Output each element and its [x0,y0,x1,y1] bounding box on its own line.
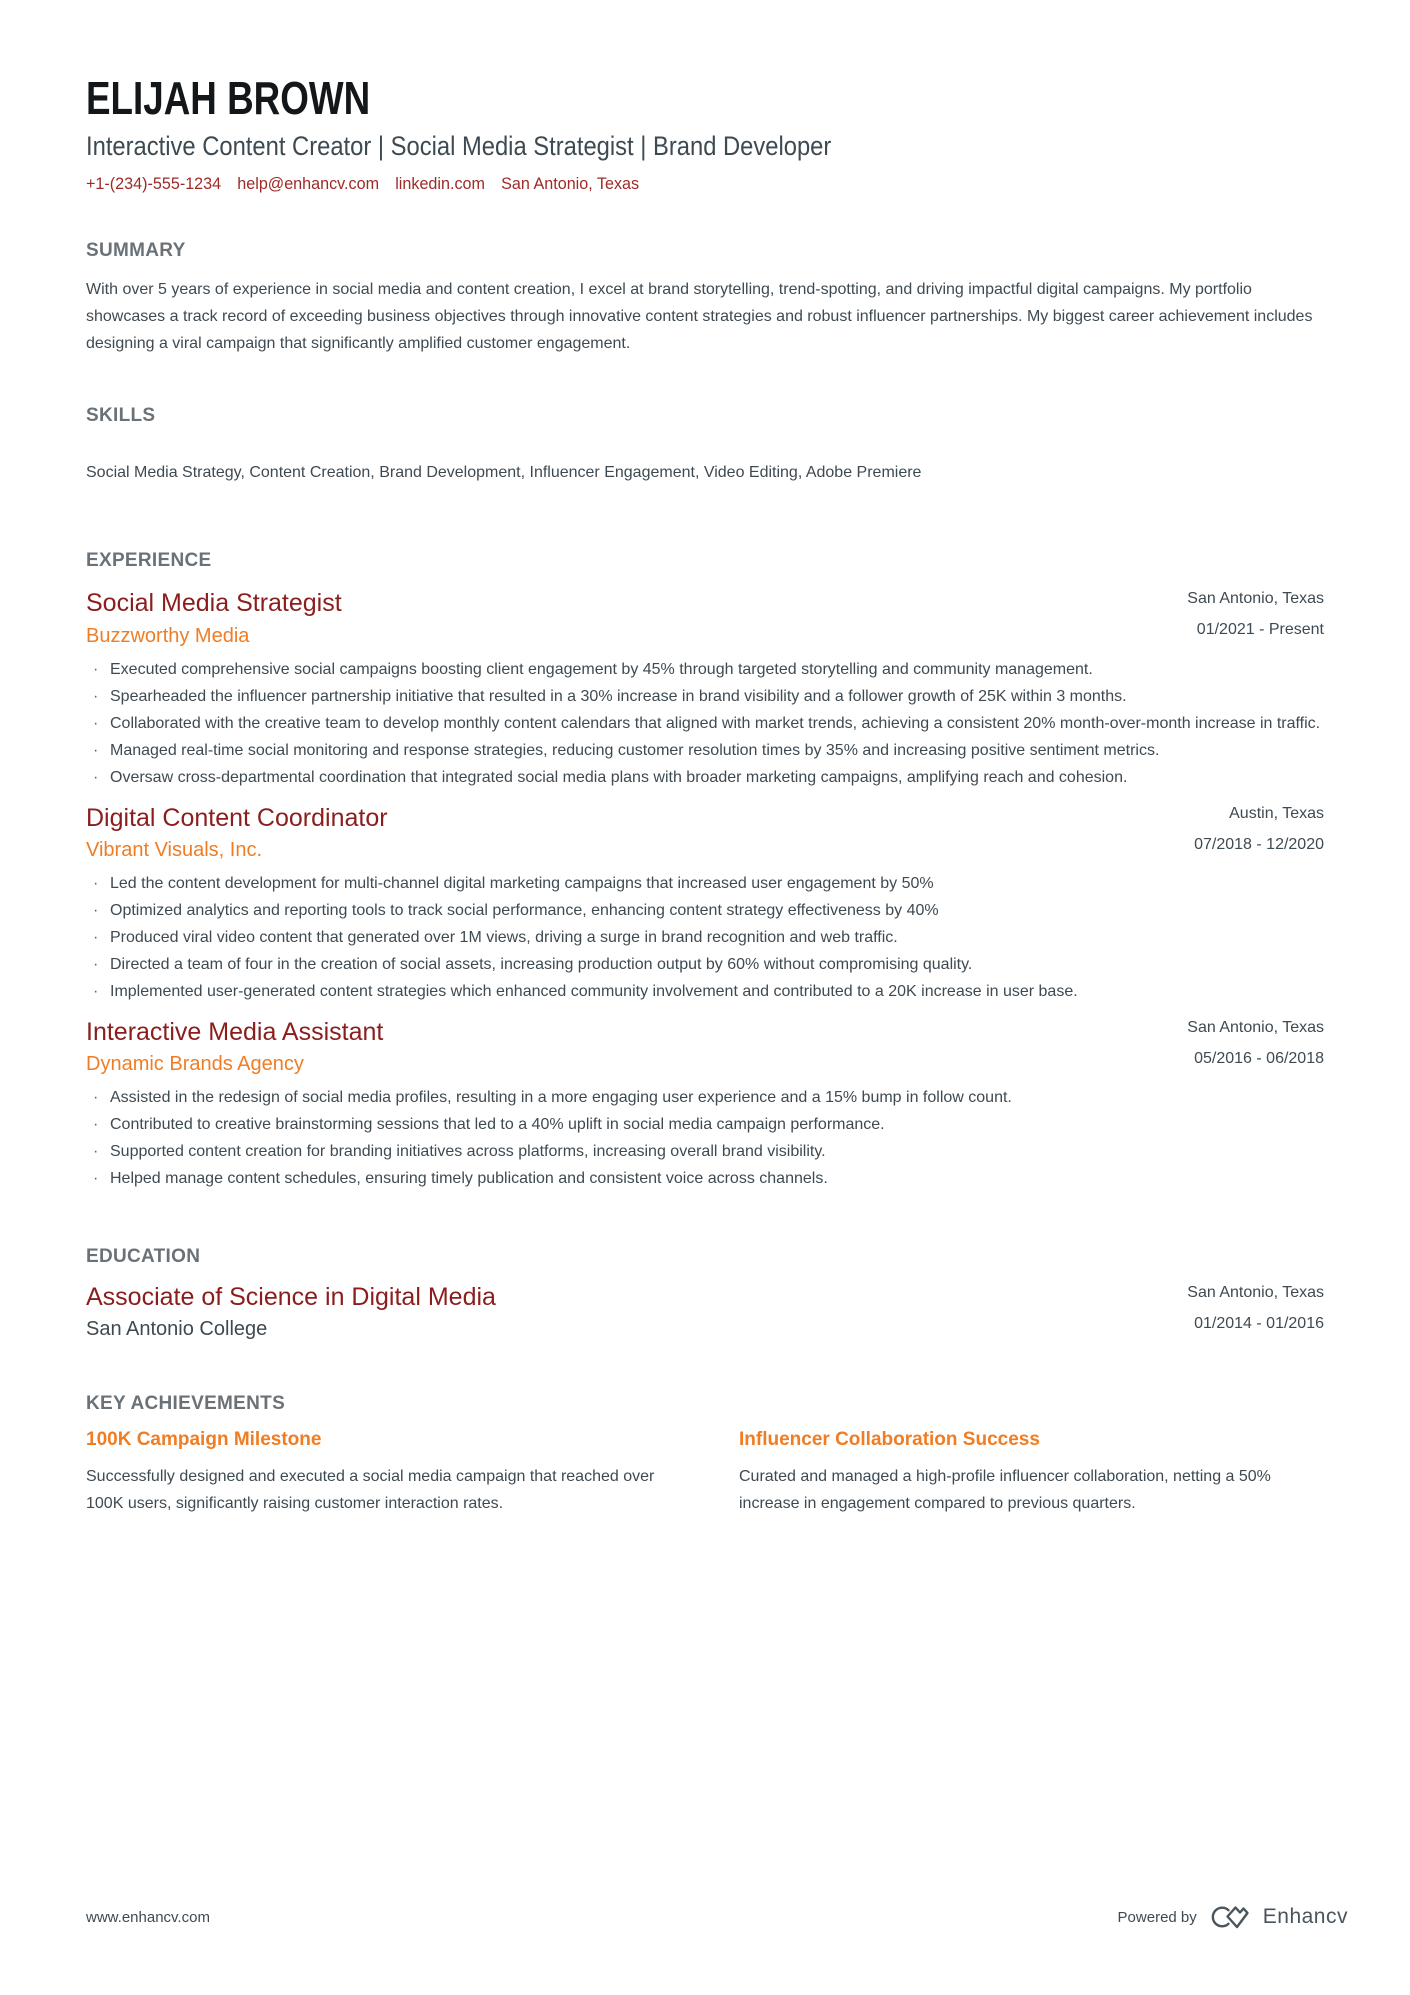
bullet-dot-icon: · [93,955,99,973]
experience-entry [86,588,1324,790]
job-bullet-list [86,1084,1324,1192]
location-text: San Antonio, Texas [501,174,640,194]
experience-entry [86,803,1324,1005]
bullet-dot-icon: · [93,928,99,946]
job-bullet: · Optimized analytics and reporting tools to track social performance, enhancing content strategy effectiveness by 40% [86,897,1324,924]
job-bullet: · Executed comprehensive social campaigns boosting client engagement by 45% through targeted storytelling and community management. [86,656,1324,683]
linkedin-link[interactable]: linkedin.com [395,174,485,194]
job-title: Digital Content Coordinator [86,803,388,832]
job-bullet: · Led the content development for multi-channel digital marketing campaigns that increased user engagement by 50% [86,870,1324,897]
job-bullet: · Produced viral video content that generated over 1M views, driving a surge in brand recognition and web traffic. [86,924,1324,951]
job-bullet-list [86,656,1324,791]
achievements-grid [86,1429,1324,1517]
bullet-dot-icon: · [93,901,99,919]
job-bullet: · Collaborated with the creative team to develop monthly content calendars that aligned with market trends, achieving a consistent 20% month-over-month increase in traffic. [86,710,1324,737]
job-company: Vibrant Visuals, Inc. [86,838,263,861]
achievement-title: Influencer Collaboration Success [739,1429,1040,1451]
skills-text: Social Media Strategy, Content Creation, Brand Development, Influencer Engagement, Video Editing, Adobe Premiere [86,464,922,482]
achievement-item [739,1429,1324,1517]
person-name: ELIJAH BROWN [86,72,371,124]
resume-header [86,74,1324,194]
bullet-dot-icon: · [93,714,99,732]
job-location: San Antonio, Texas [1187,590,1324,608]
bullet-dot-icon: · [93,768,99,786]
bullet-dot-icon: · [93,1116,99,1134]
job-dates: 05/2016 - 06/2018 [1194,1049,1324,1067]
education-entry [86,1282,1324,1341]
job-dates: 01/2021 - Present [1196,621,1324,639]
education-location: San Antonio, Texas [1187,1284,1324,1302]
job-company: Buzzworthy Media [86,624,250,647]
page-footer [86,1903,1348,1931]
achievement-text: Curated and managed a high-profile influencer collaboration, netting a 50% increase in engagement compared to previous quarters. [739,1468,1271,1513]
job-bullet: · Implemented user-generated content strategies which enhanced community involvement and contributed to a 20K increase in user base. [86,978,1324,1005]
bullet-dot-icon: · [93,1170,99,1188]
job-bullet: · Supported content creation for branding initiatives across platforms, increasing overall brand visibility. [86,1138,1324,1165]
job-bullet: · Managed real-time social monitoring and response strategies, reducing customer resolution times by 35% and increasing positive sentiment metrics. [86,737,1324,764]
achievement-title: 100K Campaign Milestone [86,1429,322,1451]
education-dates: 01/2014 - 01/2016 [1194,1315,1324,1333]
job-title: Social Media Strategist [86,589,342,618]
bullet-dot-icon: · [93,687,99,705]
school-name: San Antonio College [86,1318,268,1341]
bullet-dot-icon: · [93,1143,99,1161]
job-bullet: · Spearheaded the influencer partnership initiative that resulted in a 30% increase in brand visibility and a follower growth of 25K within 3 months. [86,683,1324,710]
job-title: Interactive Media Assistant [86,1017,384,1046]
achievement-item [86,1429,671,1517]
job-company: Dynamic Brands Agency [86,1053,304,1076]
bullet-dot-icon: · [93,660,99,678]
experience-heading: EXPERIENCE [86,550,212,572]
enhancv-logo-icon [1209,1903,1251,1931]
enhancv-brand-name: Enhancv [1262,1905,1348,1928]
job-location: Austin, Texas [1229,804,1324,822]
phone-link[interactable]: +1-(234)-555-1234 [86,174,222,194]
job-bullet: · Helped manage content schedules, ensuring timely publication and consistent voice across channels. [86,1165,1324,1192]
achievements-heading: KEY ACHIEVEMENTS [86,1393,286,1415]
bullet-dot-icon: · [93,741,99,759]
job-dates: 07/2018 - 12/2020 [1194,835,1324,853]
achievement-text: Successfully designed and executed a social media campaign that reached over 100K users, significantly raising customer interaction rates. [86,1468,655,1513]
degree-title: Associate of Science in Digital Media [86,1283,496,1312]
job-bullet-list [86,870,1324,1005]
email-link[interactable]: help@enhancv.com [237,174,380,194]
bullet-dot-icon: · [93,982,99,1000]
job-bullet: · Oversaw cross-departmental coordination that integrated social media plans with broader marketing campaigns, amplifying reach and cohesion. [86,764,1324,791]
education-heading: EDUCATION [86,1246,201,1268]
summary-heading: SUMMARY [86,240,186,262]
powered-by-group [1118,1903,1348,1931]
bullet-dot-icon: · [93,1089,99,1107]
job-location: San Antonio, Texas [1187,1018,1324,1036]
bullet-dot-icon: · [93,874,99,892]
person-headline: Interactive Content Creator | Social Media Strategist | Brand Developer [86,131,832,162]
summary-text: With over 5 years of experience in social media and content creation, I excel at brand storytelling, trend-spotting, and driving impactful digital campaigns. My portfolio showcases a track record of exceeding business objectives through innovative content strategies and robust influencer partnerships. My biggest career achievement includes designing a viral campaign that significantly amplified customer engagement. [86,281,1313,353]
contact-row [86,174,1262,194]
job-bullet: · Directed a team of four in the creation of social assets, increasing production output by 60% without compromising quality. [86,951,1324,978]
skills-heading: SKILLS [86,405,156,427]
enhancv-website-link[interactable]: www.enhancv.com [86,1908,210,1926]
job-bullet: · Contributed to creative brainstorming sessions that led to a 40% uplift in social media campaign performance. [86,1111,1324,1138]
experience-entry [86,1017,1324,1192]
job-bullet: · Assisted in the redesign of social media profiles, resulting in a more engaging user experience and a 15% bump in follow count. [86,1084,1324,1111]
powered-by-label: Powered by [1117,1908,1197,1926]
